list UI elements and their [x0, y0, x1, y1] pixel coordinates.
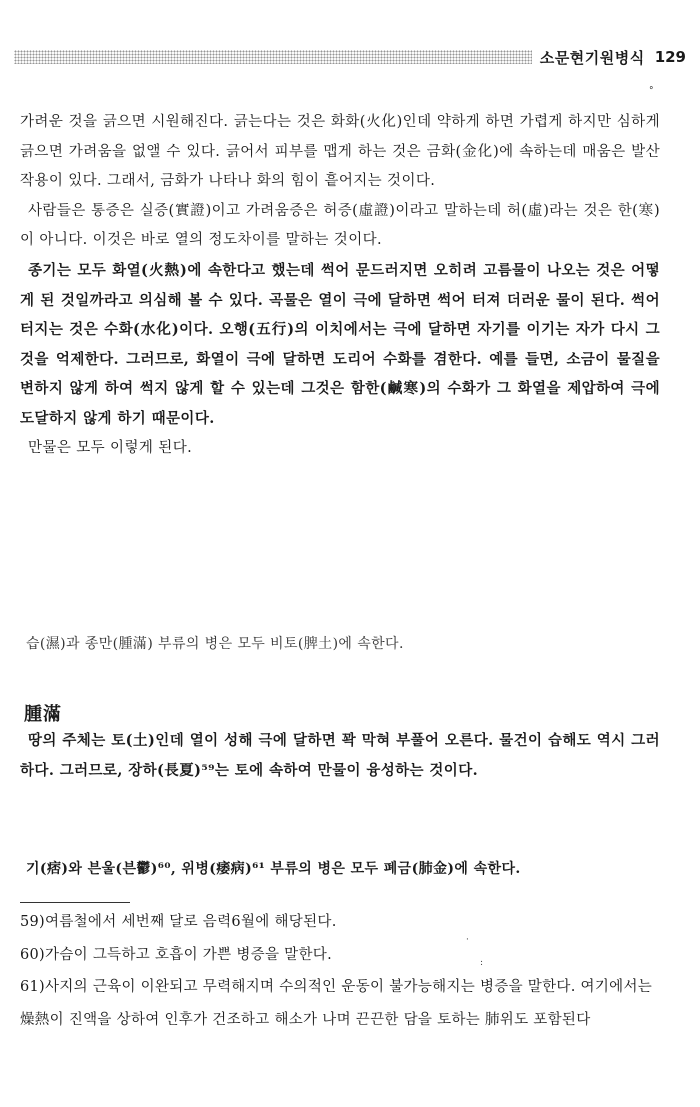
paragraph: 가려운 것을 긁으면 시원해진다. 긁는다는 것은 화화(火化)인데 약하게 하면 가렵게 하지만 심하게 긁으면 가려움을 없앨 수 있다. 긁어서 피부를 맵게 하는 것은 금화(金化)에 속하는데 매움은 발산작용이 있다. 그래서, 금화가 나타나 화의 힘이 흩어지는 것이다. — [20, 114, 660, 190]
body-text-section-2 — [20, 726, 660, 785]
section-heading: 腫滿 — [24, 704, 62, 725]
paragraph: 땅의 주체는 토(土)인데 열이 성해 극에 달하면 꽉 막혀 부풀어 오른다. 물건이 습해도 역시 그러하다. 그러므로, 장하(長夏)⁵⁹는 토에 속하여 만물이 융성하는 것이다. — [20, 732, 660, 779]
footnote: 59)여름철에서 세번째 달로 음력6월에 해당된다. — [20, 914, 337, 930]
footnote: 60)가슴이 그득하고 호흡이 가쁜 병증을 말한다. — [20, 946, 332, 963]
body-text-section-1 — [20, 108, 660, 463]
principle-statement: 습(濕)과 종만(腫滿) 부류의 병은 모두 비토(脾土)에 속한다. — [26, 636, 404, 652]
scan-mark-icon: ° — [649, 86, 654, 96]
footnote-divider — [20, 902, 130, 903]
header-title: 소문현기원병식 — [539, 48, 645, 67]
footnotes — [20, 906, 670, 1036]
scan-mark-icon: · — [466, 935, 469, 945]
paragraph: 사람들은 통증은 실증(實證)이고 가려움증은 허증(虛證)이라고 말하는데 허(虛)라는 것은 한(寒)이 아니다. 이것은 바로 열의 정도차이를 말하는 것이다. — [20, 202, 660, 249]
scan-mark-icon: : — [480, 958, 484, 968]
scan-noise-divider — [180, 568, 560, 570]
principle-statement: 기(痞)와 븐울(븐鬱)⁶⁰, 위병(痿病)⁶¹ 부류의 병은 모두 폐금(肺金)에 속한다. — [26, 861, 521, 877]
footnote: 61)사지의 근육이 이완되고 무력해지며 수의적인 운동이 불가능해지는 병증을 말한다. 여기에서는 燥熱이 진액을 상하여 인후가 건조하고 해소가 나며 끈끈한 담을 토하는 肺위도 포함된다 — [20, 979, 653, 1028]
paragraph: 만물은 모두 이렇게 된다. — [28, 439, 193, 456]
paragraph: 종기는 모두 화열(火熱)에 속한다고 했는데 썩어 문드러지면 오히려 고름물이 나오는 것은 어떻게 된 것일까라고 의심해 볼 수 있다. 곡물은 열이 극에 달하면 썩어 터져 더러운 물이 된다. 썩어 터지는 것은 수화(水化)이다. 오행(五行)의 이치에서는 극에 달하면 자기를 이기는 자가 다시 그것을 억제한다. 그러므로, 화열이 극에 달하면 도리어 수화를 겸한다. 예를 들면, 소금이 물질을 변하지 않게 하여 썩지 않게 할 수 있는데 그것은 함한(鹹寒)의 수화가 그 화열을 제압하여 극에 도달하지 않게 하기 때문이다. — [20, 261, 660, 427]
header-dotted-rule — [14, 50, 532, 64]
page-number: 129 — [654, 48, 686, 66]
running-header — [14, 44, 686, 70]
